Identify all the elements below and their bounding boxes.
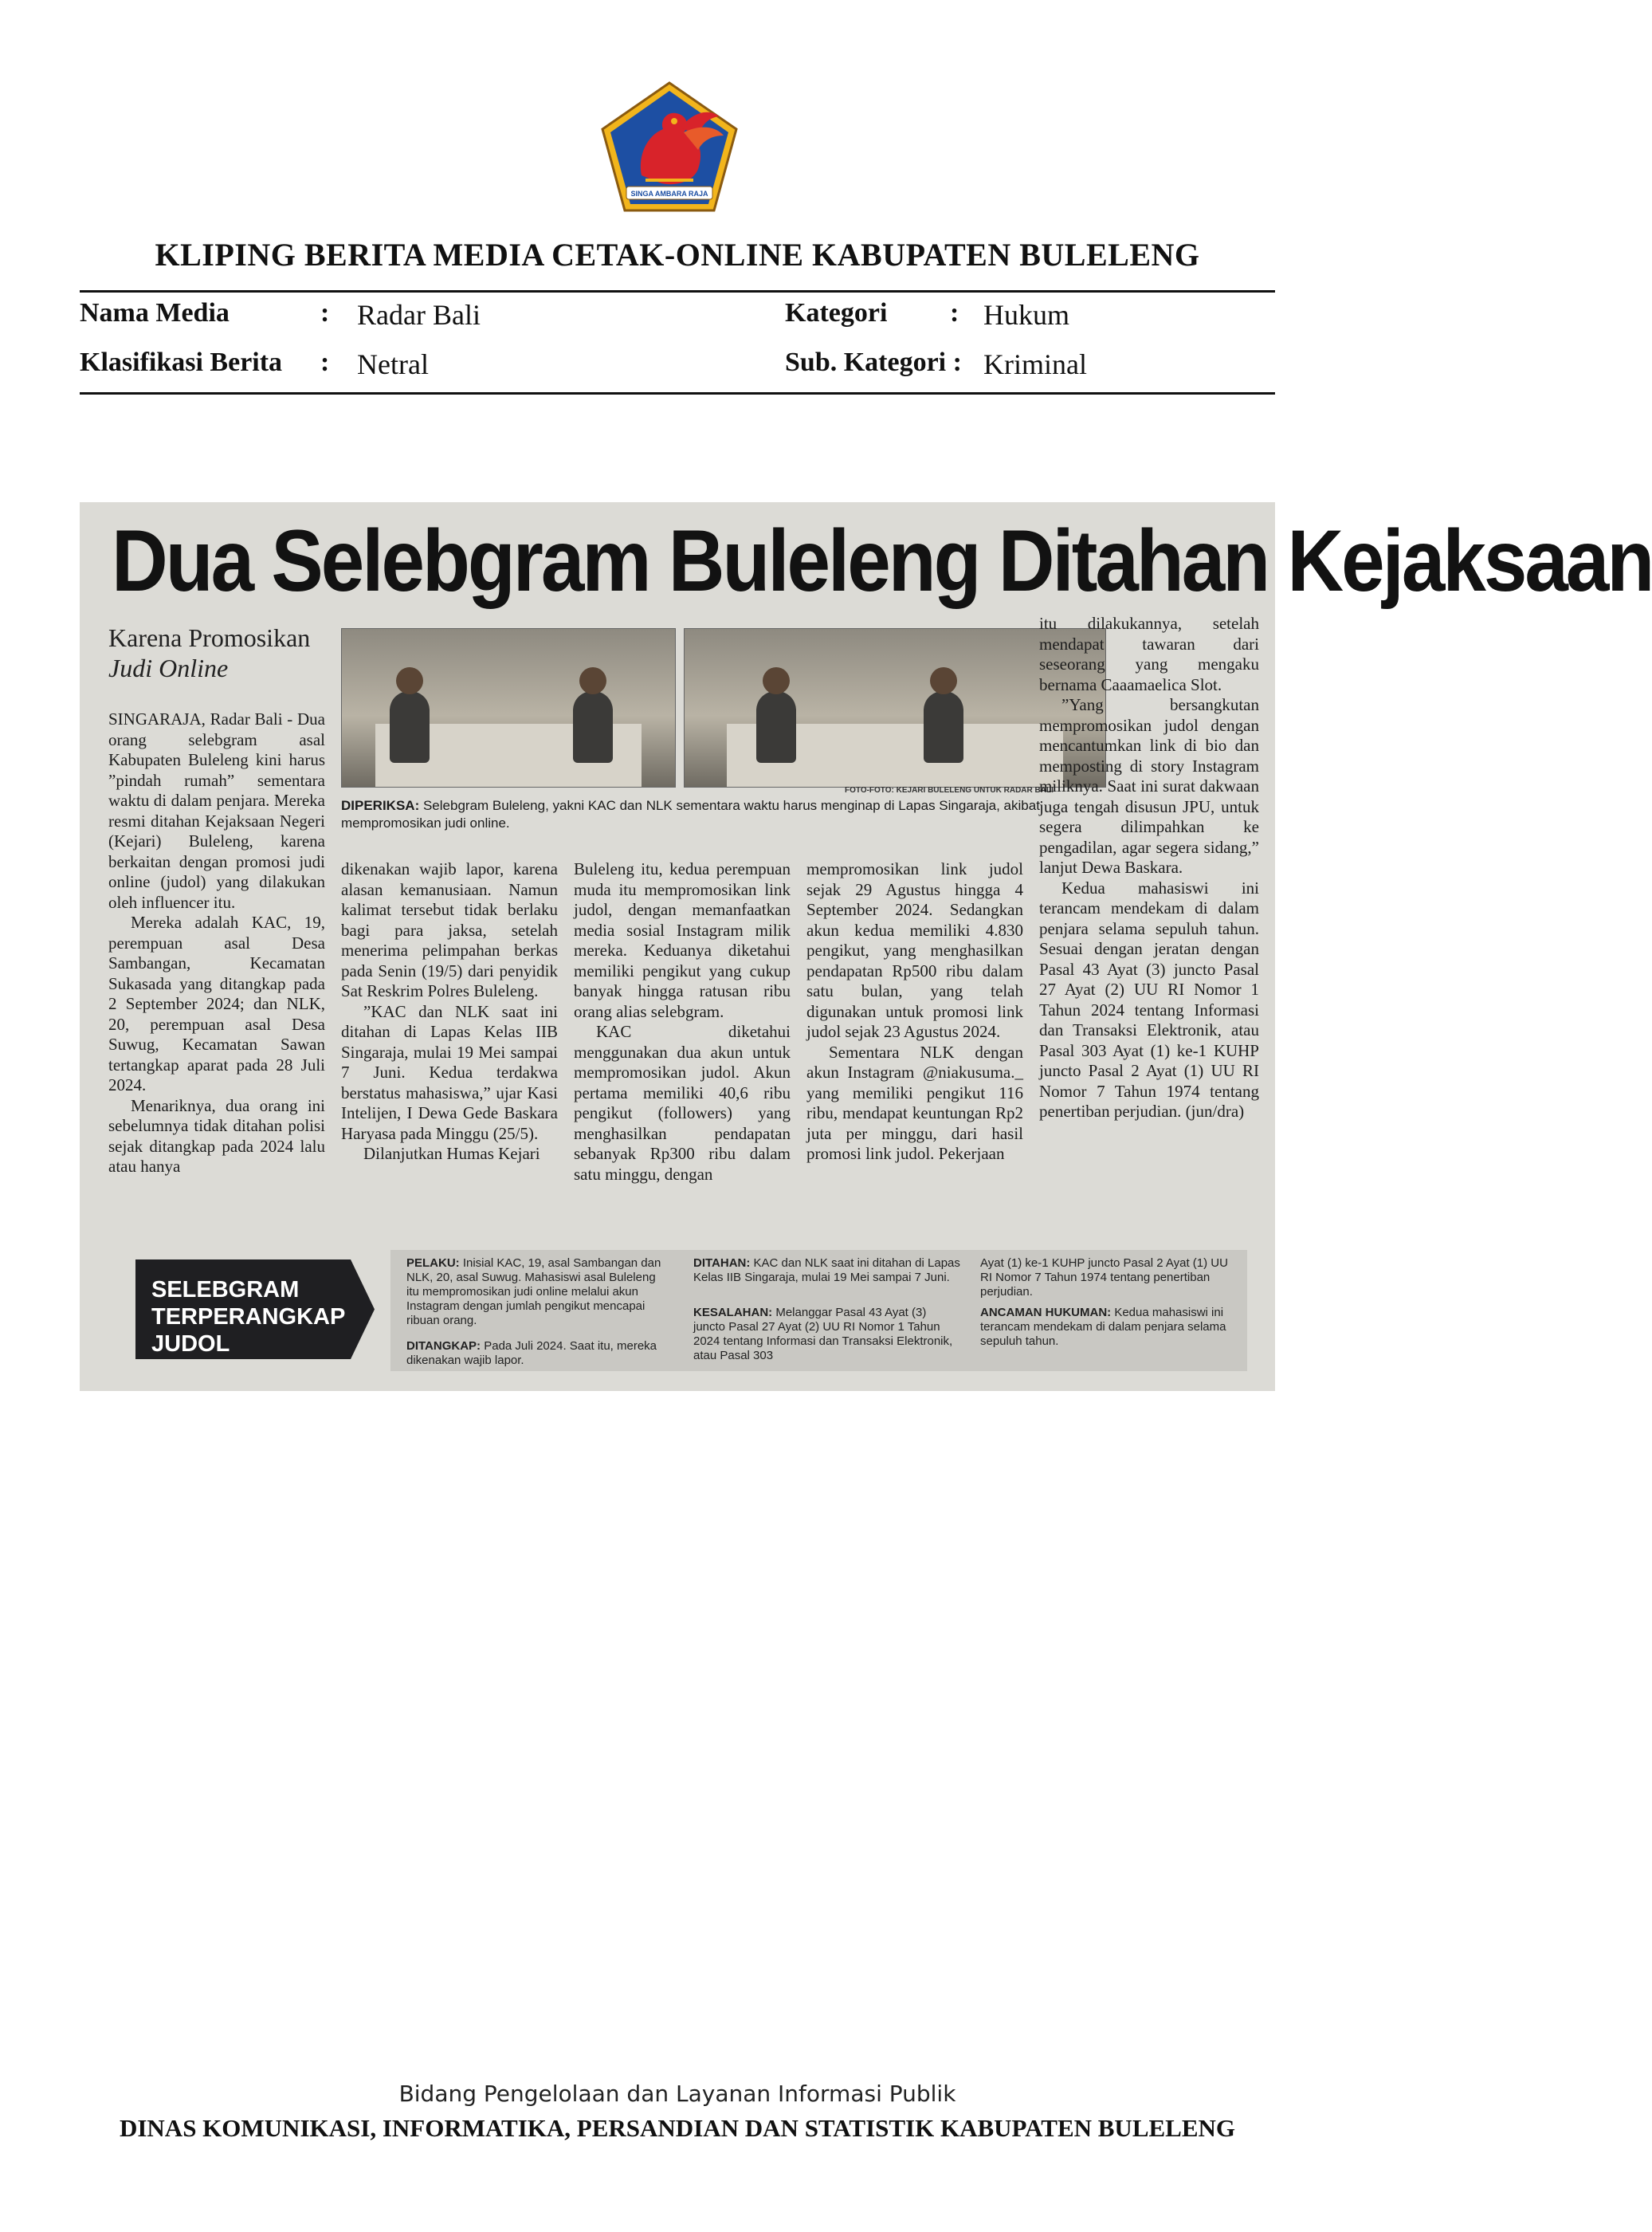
header-rule-bottom: [80, 392, 1275, 395]
klasifikasi-value: Netral: [357, 348, 429, 380]
sidebar-tag-line: JUDOL: [151, 1331, 230, 1357]
fact-text: Melanggar Pasal 43 Ayat (3) juncto Pasal 27 Ayat (2) UU RI Nomor 1 Tahun 2024 tentang Informasi dan Transaksi Elektronik, atau Pasal 303: [693, 1306, 953, 1362]
header-rule-top: [80, 290, 1275, 293]
photo-person-head: [763, 667, 790, 694]
paragraph: mempromosikan link judol sejak 29 Agustus hingga 4 September 2024. Sedangkan akun kedua memiliki 4.830 pengikut, yang menghasilkan pendapatan Rp500 ribu dalam satu bulan, yang telah digunakan untuk promosi link judol sejak 23 Agustus 2024.: [806, 859, 1023, 1041]
fact-item: [980, 1256, 1239, 1299]
buleleng-crest-logo: [598, 80, 741, 215]
fact-text: KAC dan NLK saat ini ditahan di Lapas Kelas IIB Singaraja, mulai 19 Mei sampai 7 Juni.: [693, 1256, 960, 1284]
fact-text: Ayat (1) ke-1 KUHP juncto Pasal 2 Ayat (1) UU RI Nomor 7 Tahun 1974 tentang penertiban perjudian.: [980, 1256, 1228, 1299]
caption-lead: DIPERIKSA:: [341, 798, 420, 813]
paragraph: SINGARAJA, Radar Bali - Dua orang selebgram asal Kabupaten Buleleng kini harus ”pindah rumah” sementara waktu di dalam penjara. Mereka resmi ditahan Kejaksaan Negeri (Kejari) Buleleng, karena berkaitan dengan promosi judi online (judol) yang dilakukan oleh influencer itu.: [108, 709, 325, 912]
article-headline: Dua Selebgram Buleleng Ditahan Kejaksaan: [112, 511, 1652, 610]
paragraph: itu dilakukannya, setelah mendapat tawaran dari seseorang yang mengaku bernama Caaamaelica Slot.: [1039, 614, 1259, 694]
klasifikasi-label: Klasifikasi Berita: [80, 348, 283, 377]
paragraph: dikenakan wajib lapor, karena alasan kemanusiaan. Namun kalimat tersebut tidak berlaku bagi para jaksa, setelah menerima pelimpahan berkas pada Senin (19/5) dari penyidik Sat Reskrim Polres Buleleng.: [341, 859, 558, 1000]
paragraph: Dilanjutkan Humas Kejari: [363, 1144, 540, 1163]
caption-text: Selebgram Buleleng, yakni KAC dan NLK sementara waktu harus menginap di Lapas Singaraja, akibat mempromosikan judi online.: [341, 798, 1040, 831]
footer-agency: DINAS KOMUNIKASI, INFORMATIKA, PERSANDIAN DAN STATISTIK KABUPATEN BULELENG: [119, 2114, 1236, 2142]
paragraph: ”Yang bersangkutan mempromosikan judol dengan mencantumkan link di bio dan memposting di story Instagram miliknya. Saat ini surat dakwaan juga tengah disusun JPU, untuk segera dilimpahkan ke pengadilan, agar segera sidang,” lanjut Dewa Baskara.: [1039, 695, 1259, 877]
kategori-label: Kategori: [785, 298, 888, 328]
logo-motto: SINGA AMBARA RAJA: [630, 190, 708, 198]
photo-person: [756, 691, 796, 763]
paragraph: ”KAC dan NLK saat ini ditahan di Lapas Kelas IIB Singaraja, mulai 19 Mei sampai 7 Juni. Kedua terdakwa berstatus mahasiswa,” ujar Kasi Intelijen, I Dewa Gede Baskara Haryasa pada Minggu (25/5).: [341, 1001, 558, 1143]
newspaper-clipping: [80, 502, 1652, 1391]
sidebar-tag-line: SELEBGRAM: [151, 1277, 300, 1303]
media-value: Radar Bali: [357, 299, 481, 331]
photo-person-head: [579, 667, 606, 694]
article-kicker: Karena Promosikan: [108, 623, 311, 652]
media-colon: :: [320, 298, 330, 328]
photo-credit: FOTO-FOTO: KEJARI BULELENG UNTUK RADAR BALI: [845, 786, 1054, 795]
fact-item: [693, 1256, 960, 1285]
paragraph: Menariknya, dua orang ini sebelumnya tidak ditahan polisi sejak ditangkap pada 2024 lalu atau hanya: [108, 1095, 325, 1176]
kategori-value: Hukum: [983, 299, 1069, 331]
media-label: Nama Media: [80, 298, 230, 328]
fact-text: Kedua mahasiswi ini terancam mendekam di dalam penjara selama sepuluh tahun.: [980, 1306, 1226, 1348]
paragraph: Kedua mahasiswi ini terancam mendekam di dalam penjara selama sepuluh tahun. Sesuai dengan jeratan dengan Pasal 43 Ayat (3) juncto Pasal 27 Ayat (2) UU RI Nomor 1 Tahun 2024 tentang Informasi dan Transaksi Elektronik, atau Pasal 303 Ayat (1) ke-1 KUHP juncto Pasal 2 Ayat (1) UU RI Nomor 7 Tahun 1974 tentang penertiban perjudian. (jun/dra): [1039, 878, 1259, 1121]
paragraph: Buleleng itu, kedua perempuan muda itu mempromosikan link judol, dengan memanfaatkan media sosial Instagram milik mereka. Keduanya diketahui memiliki pengikut yang cukup banyak hingga ratusan ribu orang alias selebgram.: [574, 859, 791, 1021]
document-title: KLIPING BERITA MEDIA CETAK-ONLINE KABUPATEN BULELENG: [155, 237, 1200, 273]
fact-key: KESALAHAN:: [693, 1306, 773, 1319]
paragraph: Sementara NLK dengan akun Instagram @niakusuma._ yang memiliki pengikut 116 ribu, mendapat keuntungan Rp2 juta per minggu, dari hasil promosi link judol. Pekerjaan: [806, 1042, 1023, 1163]
article-photo-left: [341, 628, 676, 788]
photo-person: [573, 691, 613, 763]
footer-unit: Bidang Pengelolaan dan Layanan Informasi Publik: [398, 2081, 956, 2107]
article-column-4: [806, 859, 1023, 1165]
photo-person-head: [396, 667, 423, 694]
fact-key: ANCAMAN HUKUMAN:: [980, 1306, 1112, 1319]
photo-caption: [341, 797, 1106, 832]
photo-person: [390, 691, 430, 763]
fact-item: [693, 1306, 960, 1363]
fact-item: [406, 1339, 669, 1368]
fact-text: Pada Juli 2024. Saat itu, mereka dikenakan wajib lapor.: [406, 1339, 657, 1367]
article-kicker-italic: Judi Online: [108, 654, 229, 682]
subkategori-label: Sub. Kategori :: [785, 348, 962, 377]
photo-person: [924, 691, 963, 763]
paragraph: Mereka adalah KAC, 19, perempuan asal Desa Sambangan, Kecamatan Sukasada yang ditangkap pada 2 September 2024; dan NLK, 20, perempuan asal Desa Suwug, Kecamatan Sawan tertangkap aparat pada 28 Juli 2024.: [108, 913, 325, 1094]
fact-key: PELAKU:: [406, 1256, 460, 1270]
kategori-colon: :: [950, 298, 959, 328]
article-column-3: [574, 859, 791, 1185]
fact-text: Inisial KAC, 19, asal Sambangan dan NLK, 20, asal Suwug. Mahasiswi asal Buleleng itu mempromosikan judi online melalui akun Instagram dengan jumlah pengikut mencapai ribuan orang.: [406, 1256, 661, 1327]
fact-item: [980, 1306, 1239, 1349]
paragraph: KAC diketahui menggunakan dua akun untuk mempromosikan judol. Akun pertama memiliki 40,6 ribu pengikut (followers) yang menghasilkan pendapatan sebanyak Rp300 ribu dalam satu minggu, dengan: [574, 1022, 791, 1184]
fact-key: DITANGKAP:: [406, 1339, 481, 1353]
subkategori-value: Kriminal: [983, 348, 1087, 380]
fact-key: DITAHAN:: [693, 1256, 751, 1270]
sidebar-tag-line: TERPERANGKAP: [151, 1304, 346, 1330]
klasifikasi-colon: :: [320, 348, 330, 377]
article-column-2: [341, 859, 558, 1165]
fact-item: [406, 1256, 669, 1328]
photo-person-head: [930, 667, 957, 694]
article-column-1: [108, 709, 325, 1177]
article-column-5: [1039, 614, 1259, 1122]
